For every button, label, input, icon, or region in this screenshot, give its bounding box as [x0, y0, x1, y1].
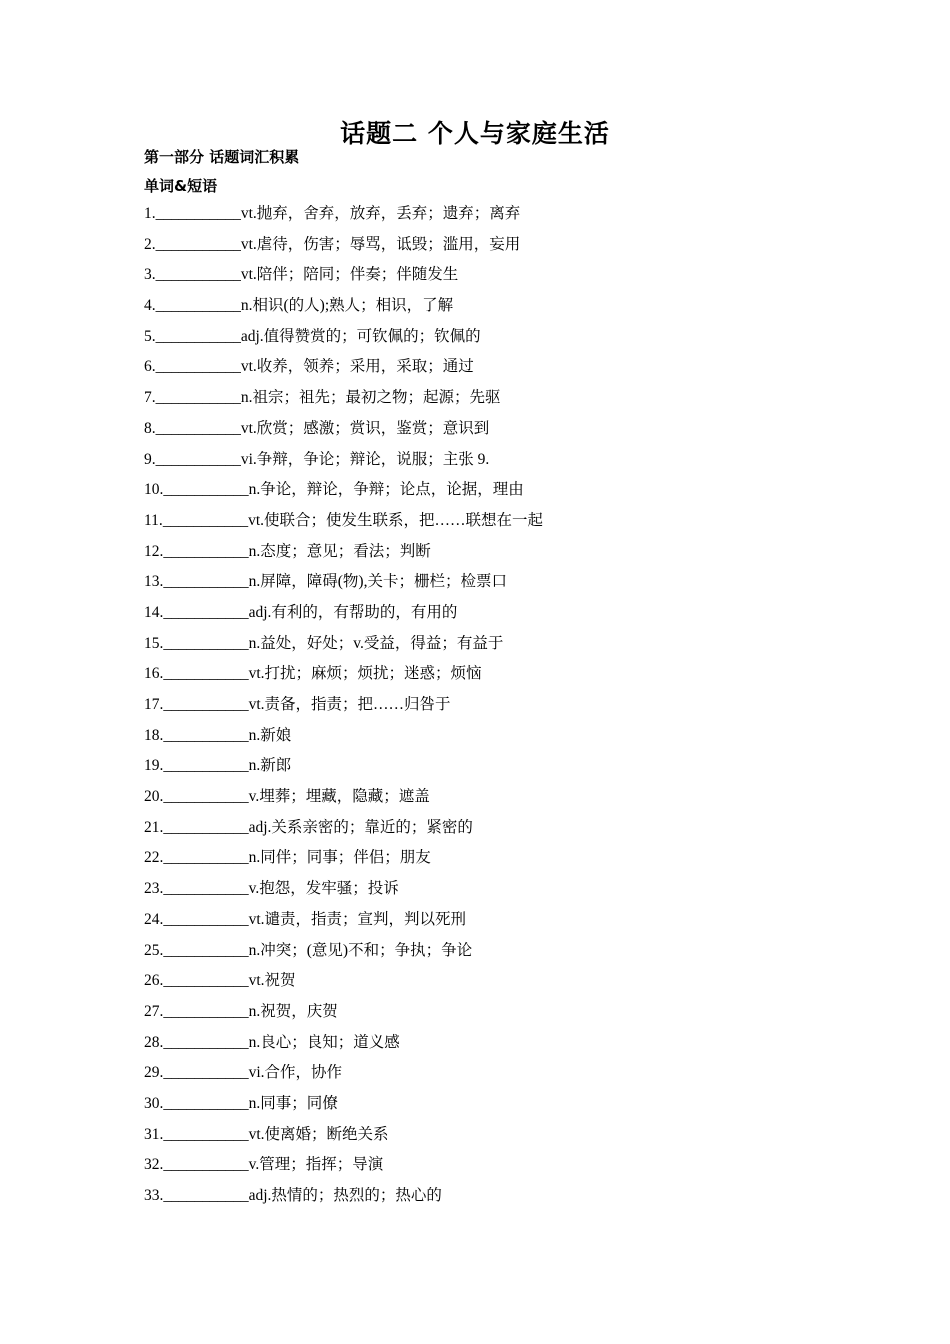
- item-definition: vt.收养，领养；采用，采取；通过: [240, 358, 474, 376]
- vocabulary-item: [144, 1122, 543, 1153]
- part-heading: 第一部分 话题词汇积累: [144, 148, 300, 166]
- vocabulary-item: [144, 692, 543, 723]
- item-number: 22.: [144, 849, 164, 867]
- item-number: 6.: [144, 358, 156, 376]
- vocabulary-item: [144, 631, 543, 662]
- item-number: 30.: [144, 1094, 164, 1112]
- item-definition: n.良心；良知；道义感: [248, 1033, 400, 1051]
- item-number: 9.: [144, 450, 156, 468]
- item-definition: v.抱怨，发牢骚；投诉: [248, 880, 399, 898]
- answer-blank[interactable]: ___________: [163, 1094, 249, 1112]
- item-number: 21.: [144, 818, 164, 836]
- item-number: 17.: [144, 696, 164, 713]
- item-number: 10.: [144, 481, 164, 499]
- vocabulary-item: [144, 324, 543, 355]
- item-definition: vt.欣赏；感激；赏识，鉴赏；意识到: [240, 419, 490, 437]
- item-definition: vt.抛弃，舍弃，放弃，丢弃；遗弃；离弃: [240, 205, 521, 222]
- answer-blank[interactable]: ___________: [155, 266, 241, 284]
- answer-blank[interactable]: ___________: [163, 1156, 249, 1174]
- page-title: 话题二 个人与家庭生活: [340, 119, 610, 148]
- answer-blank[interactable]: ___________: [163, 1002, 249, 1020]
- item-number: 26.: [144, 972, 164, 990]
- answer-blank[interactable]: ___________: [163, 542, 249, 560]
- answer-blank[interactable]: ___________: [155, 358, 241, 376]
- vocabulary-item: [144, 201, 543, 232]
- item-number: 16.: [144, 665, 164, 683]
- vocabulary-item: [144, 354, 543, 385]
- vocabulary-item: [144, 845, 543, 876]
- vocabulary-item: [144, 876, 543, 907]
- vocabulary-item: [144, 1091, 543, 1122]
- item-definition: n.益处，好处；v.受益，得益；有益于: [248, 634, 504, 652]
- section-heading: 单词&短语: [144, 177, 218, 195]
- item-number: 27.: [144, 1002, 164, 1020]
- item-number: 13.: [144, 573, 164, 591]
- vocabulary-item: [144, 815, 543, 846]
- vocabulary-item: [144, 723, 543, 754]
- item-number: 32.: [144, 1156, 164, 1174]
- vocabulary-list: [144, 201, 543, 1214]
- answer-blank[interactable]: ___________: [163, 910, 249, 928]
- vocabulary-item: [144, 385, 543, 416]
- vocabulary-item: [144, 907, 543, 938]
- answer-blank[interactable]: ___________: [163, 603, 249, 621]
- item-number: 12.: [144, 542, 164, 560]
- item-definition: vt.使离婚；断绝关系: [248, 1125, 389, 1143]
- vocabulary-item: [144, 938, 543, 969]
- item-definition: vi.争辩，争论；辩论，说服；主张 9.: [240, 450, 490, 468]
- item-definition: vi.合作，协作: [248, 1064, 343, 1082]
- item-number: 11.: [144, 511, 163, 529]
- item-definition: vt.责备，指责；把……归咎于: [248, 696, 451, 713]
- answer-blank[interactable]: ___________: [163, 818, 249, 836]
- item-number: 3.: [144, 266, 156, 284]
- answer-blank[interactable]: ___________: [163, 757, 249, 775]
- item-number: 18.: [144, 726, 164, 744]
- item-definition: adj.热情的；热烈的；热心的: [248, 1187, 442, 1204]
- item-definition: v.管理；指挥；导演: [248, 1156, 384, 1174]
- answer-blank[interactable]: ___________: [163, 634, 249, 652]
- vocabulary-item: [144, 262, 543, 293]
- item-definition: n.新娘: [248, 726, 292, 744]
- item-definition: n.祝贺，庆贺: [248, 1002, 338, 1020]
- answer-blank[interactable]: ___________: [155, 327, 241, 345]
- answer-blank[interactable]: ___________: [163, 573, 249, 591]
- answer-blank[interactable]: ___________: [155, 205, 241, 222]
- answer-blank[interactable]: ___________: [163, 726, 249, 744]
- answer-blank[interactable]: ___________: [155, 419, 241, 437]
- vocabulary-item: [144, 999, 543, 1030]
- item-number: 8.: [144, 419, 156, 437]
- item-definition: n.态度；意见；看法；判断: [248, 542, 431, 560]
- answer-blank[interactable]: ___________: [163, 880, 249, 898]
- answer-blank[interactable]: ___________: [155, 297, 241, 315]
- item-definition: n.争论，辩论，争辩；论点，论据，理由: [248, 481, 524, 499]
- item-definition: n.祖宗；祖先；最初之物；起源；先驱: [240, 389, 501, 407]
- vocabulary-item: [144, 753, 543, 784]
- item-number: 1.: [144, 205, 156, 222]
- vocabulary-item: [144, 1183, 543, 1214]
- vocabulary-item: [144, 508, 543, 539]
- item-number: 4.: [144, 297, 156, 315]
- item-number: 31.: [144, 1125, 164, 1143]
- vocabulary-item: [144, 1030, 543, 1061]
- vocabulary-item: [144, 1060, 543, 1091]
- item-definition: vt.虐待，伤害；辱骂，诋毁；滥用，妄用: [240, 235, 521, 253]
- item-number: 15.: [144, 634, 164, 652]
- answer-blank[interactable]: ___________: [163, 972, 249, 990]
- item-definition: n.冲突；(意见)不和；争执；争论: [248, 941, 473, 959]
- item-definition: vt.祝贺: [248, 972, 296, 990]
- vocabulary-item: [144, 1152, 543, 1183]
- item-definition: adj.有利的，有帮助的，有用的: [248, 603, 458, 621]
- item-number: 33.: [144, 1187, 164, 1204]
- vocabulary-item: [144, 968, 543, 999]
- answer-blank[interactable]: ___________: [163, 481, 249, 499]
- item-number: 19.: [144, 757, 164, 775]
- vocabulary-item: [144, 539, 543, 570]
- item-definition: vt.谴责，指责；宣判，判以死刑: [248, 910, 467, 928]
- vocabulary-item: [144, 447, 543, 478]
- item-number: 29.: [144, 1064, 164, 1082]
- item-number: 20.: [144, 788, 164, 806]
- answer-blank[interactable]: ___________: [163, 1033, 249, 1051]
- vocabulary-item: [144, 784, 543, 815]
- item-definition: vt.使联合；使发生联系，把……联想在一起: [248, 511, 543, 529]
- answer-blank[interactable]: ___________: [162, 511, 249, 529]
- item-definition: adj.关系亲密的；靠近的；紧密的: [248, 818, 473, 836]
- item-definition: n.同事；同僚: [248, 1094, 338, 1112]
- item-definition: vt.打扰；麻烦；烦扰；迷惑；烦恼: [248, 665, 482, 683]
- answer-blank[interactable]: ___________: [163, 696, 249, 713]
- vocabulary-item: [144, 416, 543, 447]
- item-definition: n.同伴；同事；伴侣；朋友: [248, 849, 431, 867]
- answer-blank[interactable]: ___________: [163, 1125, 249, 1143]
- answer-blank[interactable]: ___________: [163, 665, 249, 683]
- item-number: 14.: [144, 603, 164, 621]
- item-number: 25.: [144, 941, 164, 959]
- item-definition: n.新郎: [248, 757, 292, 775]
- item-definition: v.埋葬；埋藏，隐藏；遮盖: [248, 788, 430, 806]
- answer-blank[interactable]: ___________: [163, 1187, 249, 1204]
- vocabulary-item: [144, 477, 543, 508]
- answer-blank[interactable]: ___________: [155, 389, 241, 407]
- item-definition: n.相识(的人);熟人；相识，了解: [240, 297, 454, 315]
- vocabulary-item: [144, 293, 543, 324]
- item-number: 24.: [144, 910, 164, 928]
- answer-blank[interactable]: ___________: [163, 788, 249, 806]
- item-number: 5.: [144, 327, 156, 345]
- answer-blank[interactable]: ___________: [155, 450, 241, 468]
- item-number: 2.: [144, 235, 156, 253]
- answer-blank[interactable]: ___________: [163, 941, 249, 959]
- answer-blank[interactable]: ___________: [155, 235, 241, 253]
- item-definition: vt.陪伴；陪同；伴奏；伴随发生: [240, 266, 459, 284]
- vocabulary-item: [144, 232, 543, 263]
- answer-blank[interactable]: ___________: [163, 849, 249, 867]
- item-number: 23.: [144, 880, 164, 898]
- vocabulary-item: [144, 661, 543, 692]
- vocabulary-item: [144, 569, 543, 600]
- item-definition: adj.值得赞赏的；可钦佩的；钦佩的: [240, 327, 481, 345]
- item-definition: n.屏障，障碍(物),关卡；栅栏；检票口: [248, 573, 507, 591]
- item-number: 7.: [144, 389, 156, 407]
- answer-blank[interactable]: ___________: [163, 1064, 249, 1082]
- vocabulary-item: [144, 600, 543, 631]
- item-number: 28.: [144, 1033, 164, 1051]
